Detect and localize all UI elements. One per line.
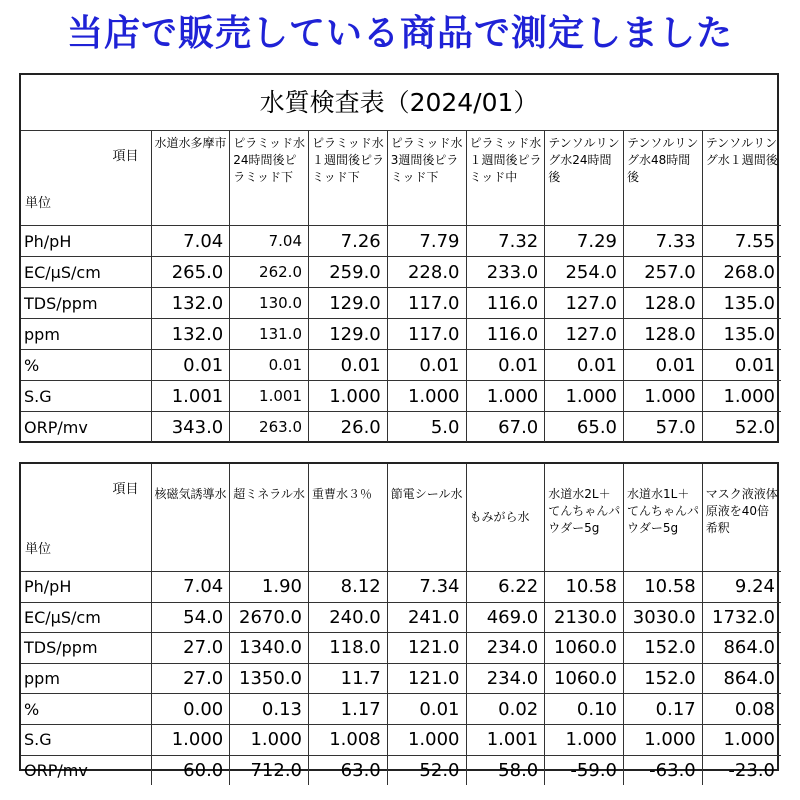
table-cell: 234.0 [466,663,545,694]
table-row [21,381,781,412]
table-cell: 0.02 [466,694,545,725]
table-cell: 469.0 [466,602,545,633]
table-cell: 52.0 [387,755,466,785]
table-row [21,226,781,257]
table-cell: 1.000 [230,724,309,755]
table-cell: 0.10 [545,694,624,725]
corner-item-label: 項目 [112,149,139,164]
table-cell: 67.0 [466,412,545,443]
table-cell: 0.01 [545,350,624,381]
table-cell: 52.0 [702,412,781,443]
table-cell: 7.55 [702,226,781,257]
column-header: ピラミッド水１週間後ピラミッド下 [309,131,388,226]
table-cell: 11.7 [309,663,388,694]
table-cell: 1.17 [309,694,388,725]
table-cell: 65.0 [545,412,624,443]
table-cell: 7.34 [387,572,466,603]
row-label: ORP/mv [21,412,151,443]
column-header: テンソルリング水24時間後 [545,131,624,226]
column-header: 水道水1L＋てんちゃんパウダー5g [624,464,703,572]
table-cell: 1.001 [230,381,309,412]
table-cell: 135.0 [702,288,781,319]
table-row [21,694,781,725]
table-cell: 8.12 [309,572,388,603]
table-cell: 129.0 [309,319,388,350]
table-cell: 1.001 [466,724,545,755]
row-label: % [21,694,151,725]
table-cell: 2130.0 [545,602,624,633]
table-cell: 268.0 [702,257,781,288]
table-cell: 132.0 [151,319,230,350]
table-row [21,257,781,288]
table-header-row [21,464,781,572]
table-cell: 1.000 [545,724,624,755]
column-header: ピラミッド水3週間後ピラミッド下 [387,131,466,226]
table-title: 水質検査表（2024/01） [21,75,777,131]
water-quality-table-2 [19,462,779,781]
table-cell: 1.000 [151,724,230,755]
corner-unit-label: 単位 [25,196,52,211]
table-cell: 7.79 [387,226,466,257]
row-label: TDS/ppm [21,633,151,664]
table-cell: 26.0 [309,412,388,443]
table-cell: 7.04 [230,226,309,257]
corner-item-label: 項目 [112,482,139,497]
table-cell: 1.000 [624,724,703,755]
row-label: ppm [21,663,151,694]
row-label: ORP/mv [21,755,151,785]
table-cell: 54.0 [151,602,230,633]
row-label: S.G [21,724,151,755]
table-cell: 1.000 [466,381,545,412]
row-label: TDS/ppm [21,288,151,319]
table-cell: 6.22 [466,572,545,603]
table-row [21,319,781,350]
table-cell: 7.32 [466,226,545,257]
table-cell: 263.0 [230,412,309,443]
column-header: ピラミッド水１週間後ピラミッド中 [466,131,545,226]
table2-grid [21,464,781,785]
table-cell: -63.0 [624,755,703,785]
table-row [21,663,781,694]
table-cell: -59.0 [545,755,624,785]
table-row [21,288,781,319]
table-cell: 1340.0 [230,633,309,664]
table-cell: 116.0 [466,288,545,319]
table-cell: 0.13 [230,694,309,725]
table-row [21,350,781,381]
table-cell: 0.01 [387,694,466,725]
table-cell: 1060.0 [545,633,624,664]
table-cell: 257.0 [624,257,703,288]
table-cell: 0.01 [230,350,309,381]
table-cell: 116.0 [466,319,545,350]
table-cell: 7.33 [624,226,703,257]
table-cell: 58.0 [466,755,545,785]
column-header: テンソルリング水１週間後 [702,131,781,226]
table-cell: 240.0 [309,602,388,633]
table-cell: 1.000 [387,381,466,412]
table-cell: 864.0 [702,663,781,694]
table-cell: 0.00 [151,694,230,725]
table-header-row [21,131,781,226]
table-cell: 0.01 [151,350,230,381]
table-cell: 1.001 [151,381,230,412]
water-quality-table-1 [19,73,779,443]
table-cell: 234.0 [466,633,545,664]
table-cell: 118.0 [309,633,388,664]
table-cell: 128.0 [624,288,703,319]
column-header: 重曹水３％ [309,464,388,572]
table-row [21,412,781,443]
table-cell: 1732.0 [702,602,781,633]
column-header: 核磁気誘導水 [151,464,230,572]
table-cell: 228.0 [387,257,466,288]
column-header: 超ミネラル水 [230,464,309,572]
row-label: EC/μS/cm [21,602,151,633]
row-label: EC/μS/cm [21,257,151,288]
table-cell: 9.24 [702,572,781,603]
table-cell: 127.0 [545,319,624,350]
table-cell: 0.01 [309,350,388,381]
column-header: 節電シール水 [387,464,466,572]
corner-cell [21,131,151,226]
row-label: ppm [21,319,151,350]
table-row [21,602,781,633]
table-cell: 259.0 [309,257,388,288]
table-row [21,755,781,785]
table-cell: 0.01 [387,350,466,381]
table-cell: 121.0 [387,633,466,664]
table-cell: 117.0 [387,288,466,319]
table-cell: 27.0 [151,663,230,694]
table-row [21,724,781,755]
table-cell: 60.0 [151,755,230,785]
table-cell: 5.0 [387,412,466,443]
table-cell: 1.000 [624,381,703,412]
table-cell: 121.0 [387,663,466,694]
table-cell: 63.0 [309,755,388,785]
table-cell: 1.000 [702,381,781,412]
table-cell: 3030.0 [624,602,703,633]
table-cell: 712.0 [230,755,309,785]
table1-grid [21,131,781,442]
table-cell: 128.0 [624,319,703,350]
table-cell: 131.0 [230,319,309,350]
table-cell: 152.0 [624,663,703,694]
column-header: マスク液液体原液を40倍希釈 [702,464,781,572]
corner-cell [21,464,151,572]
table-cell: 1.000 [387,724,466,755]
table-cell: 233.0 [466,257,545,288]
row-label: % [21,350,151,381]
table-cell: 152.0 [624,633,703,664]
table-cell: 7.04 [151,572,230,603]
table-row [21,633,781,664]
table-cell: 10.58 [624,572,703,603]
column-header: テンソルリング水48時間後 [624,131,703,226]
table-cell: 2670.0 [230,602,309,633]
table-cell: 129.0 [309,288,388,319]
table-cell: 0.01 [466,350,545,381]
table-cell: 1060.0 [545,663,624,694]
table-cell: 262.0 [230,257,309,288]
table-cell: 1.000 [309,381,388,412]
table-cell: 0.01 [702,350,781,381]
table-cell: 7.04 [151,226,230,257]
table-cell: 1.90 [230,572,309,603]
table-cell: 241.0 [387,602,466,633]
column-header: ピラミッド水24時間後ピラミッド下 [230,131,309,226]
table-cell: 864.0 [702,633,781,664]
page-banner: 当店で販売している商品で測定しました [66,13,733,54]
table-row [21,572,781,603]
table-cell: 132.0 [151,288,230,319]
column-header: もみがら水 [466,464,545,572]
table-cell: 265.0 [151,257,230,288]
table-cell: 27.0 [151,633,230,664]
table-cell: 1.008 [309,724,388,755]
table-cell: 0.01 [624,350,703,381]
table-cell: 343.0 [151,412,230,443]
table-cell: 57.0 [624,412,703,443]
table-cell: 130.0 [230,288,309,319]
table-cell: 0.17 [624,694,703,725]
row-label: S.G [21,381,151,412]
column-header: 水道水2L＋てんちゃんパウダー5g [545,464,624,572]
table-cell: 7.29 [545,226,624,257]
table-cell: 135.0 [702,319,781,350]
column-header: 水道水多摩市 [151,131,230,226]
table-cell: 1.000 [545,381,624,412]
table-cell: 0.08 [702,694,781,725]
corner-unit-label: 単位 [25,542,52,557]
table-cell: 1.000 [702,724,781,755]
row-label: Ph/pH [21,572,151,603]
table-cell: 1350.0 [230,663,309,694]
table-cell: 10.58 [545,572,624,603]
table-cell: 117.0 [387,319,466,350]
table-cell: 7.26 [309,226,388,257]
row-label: Ph/pH [21,226,151,257]
table-cell: 254.0 [545,257,624,288]
table-cell: 127.0 [545,288,624,319]
table-cell: -23.0 [702,755,781,785]
